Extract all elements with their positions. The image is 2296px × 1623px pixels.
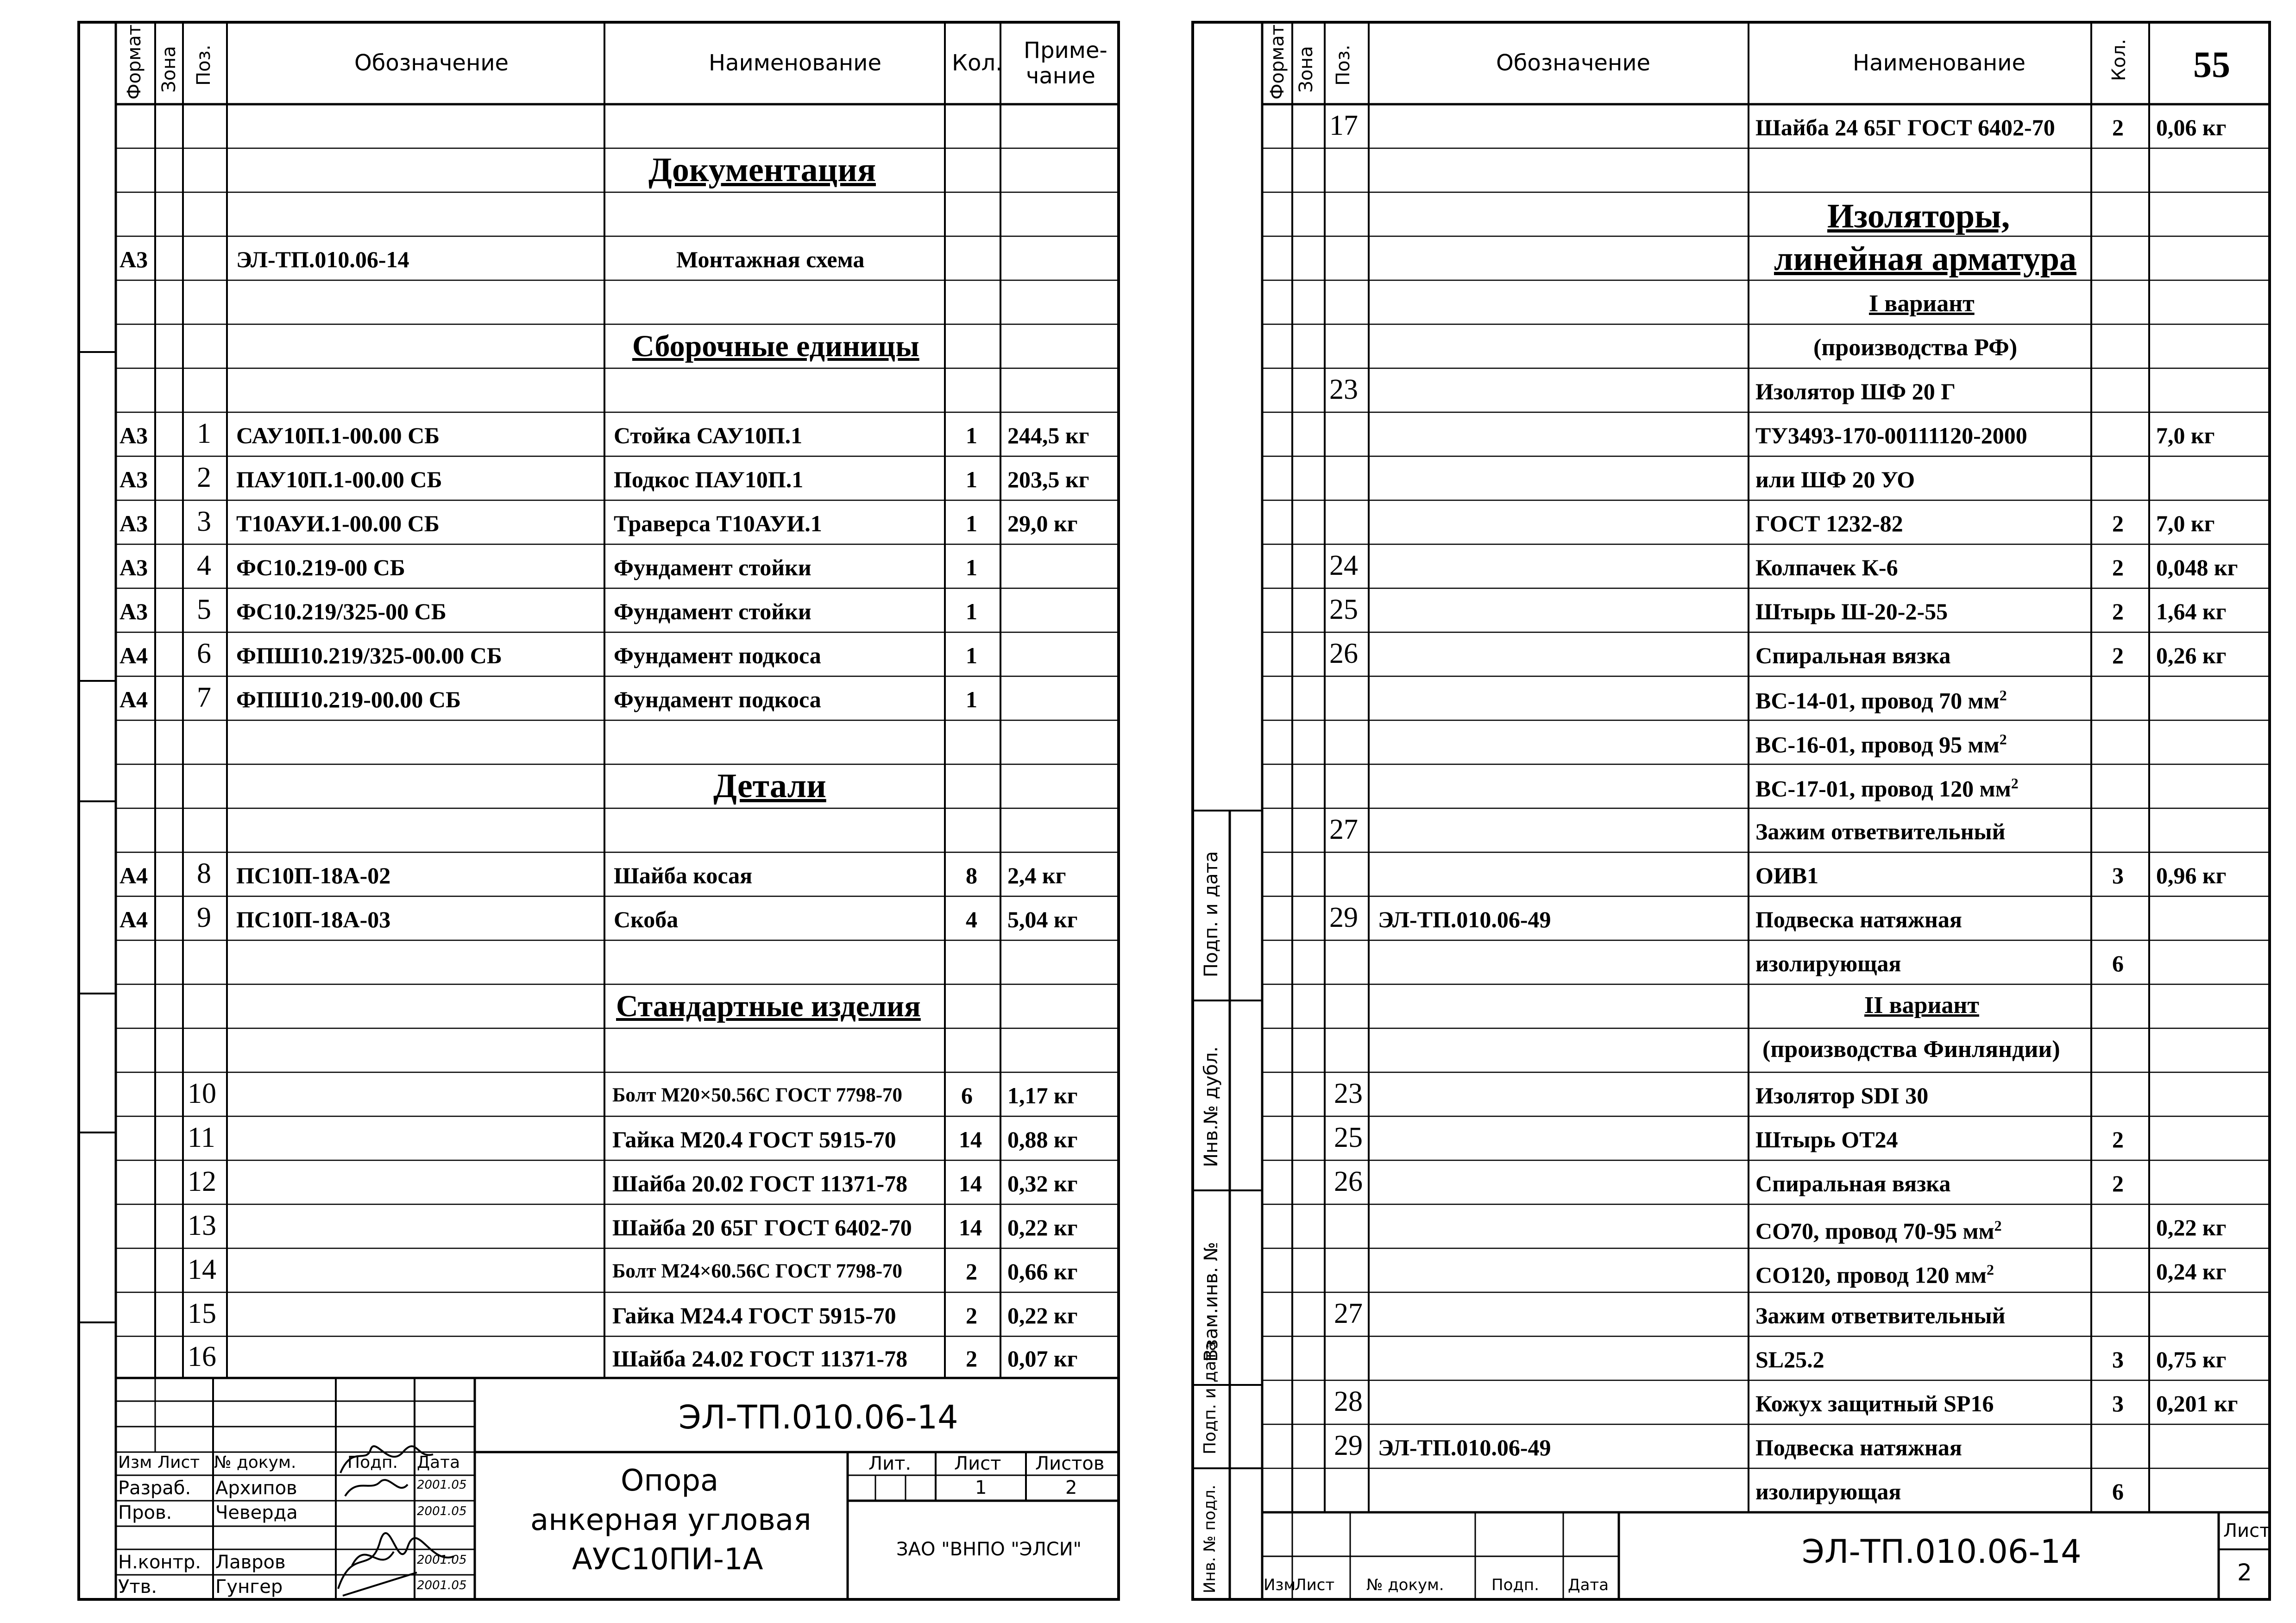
stamp-header-sheet: Лист (157, 1453, 200, 1472)
col-header-pos: Поз. (193, 44, 214, 86)
name-cell: Спиральная вязка (1755, 642, 1951, 668)
qty-cell: 1 (966, 510, 977, 536)
name-cell: Монтажная схема (676, 246, 865, 272)
name-cell: Фундамент подкоса (614, 686, 821, 712)
col-header-name: Наименование (1853, 50, 2026, 76)
section-insulators-line-2: линейная арматура (1774, 240, 2076, 278)
note-cell: 7,0 кг (2156, 422, 2215, 448)
qty-cell: 2 (2112, 114, 2124, 140)
section-details: Детали (713, 767, 826, 805)
side-label-signature-date: Подп. и дата (1201, 851, 1222, 977)
name-cell: SL25.2 (1755, 1346, 1824, 1372)
format-cell: А3 (120, 246, 148, 272)
name-cell: Подвеска натяжная (1755, 906, 1962, 932)
qty-cell: 4 (966, 906, 977, 932)
stamp-person: Гунгер (215, 1576, 283, 1598)
name-cell: Фундамент подкоса (614, 642, 821, 668)
format-cell: А4 (120, 906, 148, 932)
format-cell: А3 (120, 466, 148, 492)
position-cell: 6 (197, 638, 211, 669)
position-cell: 25 (1329, 594, 1358, 625)
position-cell: 27 (1334, 1298, 1363, 1329)
position-cell: 29 (1329, 902, 1358, 933)
qty-cell: 2 (2112, 1126, 2124, 1152)
note-cell: 0,07 кг (1007, 1346, 1078, 1371)
stamp-header-change: Изм (118, 1453, 152, 1472)
position-cell: 9 (197, 902, 211, 933)
position-cell: 2 (197, 462, 211, 493)
designation-cell: ФПШ10.219/325-00.00 СБ (236, 642, 502, 668)
qty-cell: 6 (2112, 1478, 2124, 1504)
stamp-header-date: Дата (1568, 1576, 1609, 1594)
note-cell: 2,4 кг (1007, 862, 1066, 888)
qty-cell: 1 (966, 422, 977, 448)
qty-cell: 1 (966, 686, 977, 712)
designation-cell: ПС10П-18А-03 (236, 906, 391, 932)
qty-cell: 2 (2112, 598, 2124, 624)
name-cell: Зажим ответвительный (1755, 818, 2006, 844)
note-cell: 0,22 кг (1007, 1214, 1078, 1240)
note-cell: 0,66 кг (1007, 1258, 1078, 1284)
stamp-date: 2001.05 (417, 1579, 467, 1592)
designation-cell: Т10АУИ.1-00.00 СБ (236, 510, 440, 536)
note-cell: 0,26 кг (2156, 642, 2227, 668)
name-cell: или ШФ 20 УО (1755, 466, 1915, 492)
stamp-header-sheet: Лист (2223, 1520, 2271, 1541)
designation-cell: ФС10.219-00 СБ (236, 554, 405, 580)
position-cell: 24 (1329, 550, 1358, 581)
name-cell: Изолятор ШФ 20 Г (1755, 378, 1956, 404)
qty-cell: 2 (2112, 510, 2124, 536)
name-cell: Колпачек К-6 (1755, 554, 1898, 580)
stamp-person: Лавров (215, 1552, 286, 1573)
sheet-page-number: 55 (2193, 44, 2230, 85)
organization-name: ЗАО "ВНПО "ЭЛСИ" (896, 1539, 1082, 1560)
col-header-format: Формат (124, 24, 145, 100)
name-cell: Фундамент стойки (614, 598, 811, 624)
note-cell: 244,5 кг (1007, 422, 1089, 448)
position-cell: 1 (197, 418, 211, 449)
position-cell: 16 (188, 1341, 216, 1372)
position-cell: 26 (1329, 638, 1358, 669)
name-cell: Гайка М24.4 ГОСТ 5915-70 (612, 1302, 896, 1328)
position-cell: 23 (1329, 374, 1358, 405)
name-cell: Подвеска натяжная (1755, 1434, 1962, 1460)
format-cell: А3 (120, 422, 148, 448)
stamp-header-sheets: Листов (1035, 1453, 1105, 1474)
stamp-header-date: Дата (417, 1453, 460, 1472)
col-header-zone: Зона (158, 46, 180, 93)
name-cell: СО120, провод 120 $мм^2$ (1755, 1261, 1994, 1288)
note-cell: 0,88 кг (1007, 1126, 1078, 1152)
note-cell: 0,24 кг (2156, 1258, 2227, 1284)
stamp-role: Утв. (118, 1576, 157, 1598)
designation-cell: ФС10.219/325-00 СБ (236, 598, 447, 624)
variant-2-title: II вариант (1864, 992, 1979, 1019)
name-cell: изолирующая (1755, 950, 1901, 976)
name-cell: Штырь ОТ24 (1755, 1126, 1898, 1152)
stamp-sheet-number: 2 (2237, 1559, 2252, 1586)
stamp-role: Н.контр. (118, 1552, 201, 1573)
name-cell: ВС-17-01, провод 120 $мм^2$ (1755, 775, 2019, 802)
stamp-date: 2001.05 (417, 1504, 467, 1518)
format-cell: А4 (120, 642, 148, 668)
variant-1-subtitle: (производства РФ) (1813, 334, 2018, 361)
name-cell: ОИВ1 (1755, 862, 1819, 888)
name-cell: Гайка М20.4 ГОСТ 5915-70 (612, 1126, 896, 1152)
format-cell: А3 (120, 598, 148, 624)
note-cell: 0,201 кг (2156, 1390, 2238, 1416)
format-cell: А3 (120, 554, 148, 580)
name-cell: Шайба косая (614, 862, 753, 888)
note-cell: 1,64 кг (2156, 598, 2227, 624)
col-header-zone: Зона (1296, 46, 1317, 93)
designation-cell: ПС10П-18А-02 (236, 862, 391, 888)
format-cell: А4 (120, 862, 148, 888)
qty-cell: 1 (966, 466, 977, 492)
qty-cell: 14 (959, 1214, 982, 1240)
stamp-role: Пров. (118, 1502, 172, 1523)
stamp-header-change: Изм (1264, 1576, 1296, 1594)
note-cell: 7,0 кг (2156, 510, 2215, 536)
note-cell: 5,04 кг (1007, 906, 1078, 932)
note-cell: 0,75 кг (2156, 1346, 2227, 1372)
qty-cell: 3 (2112, 862, 2124, 888)
side-label-replace-inventory: Взам.инв. № (1201, 1242, 1222, 1362)
name-cell: ГОСТ 1232-82 (1755, 510, 1903, 536)
qty-cell: 2 (966, 1302, 977, 1328)
note-cell: 0,22 кг (2156, 1214, 2227, 1240)
note-cell: 0,06 кг (2156, 114, 2227, 140)
position-cell: 5 (197, 594, 211, 625)
stamp-header-sheet-no: Лист (954, 1453, 1001, 1474)
designation-cell: ФПШ10.219-00.00 СБ (236, 686, 461, 712)
col-header-note-1: Приме- (1024, 38, 1107, 63)
name-cell: Штырь Ш-20-2-55 (1755, 598, 1948, 624)
stamp-date: 2001.05 (417, 1553, 467, 1567)
position-cell: 25 (1334, 1122, 1363, 1153)
stamp-sheets-total: 2 (1065, 1477, 1077, 1498)
stamp-header-signature: Подп. (347, 1453, 398, 1472)
qty-cell: 14 (959, 1126, 982, 1152)
format-cell: А3 (120, 510, 148, 536)
stamp-header-signature: Подп. (1491, 1576, 1539, 1594)
stamp-person: Чеверда (215, 1502, 298, 1523)
qty-cell: 3 (2112, 1390, 2124, 1416)
col-header-pos: Поз. (1333, 44, 1354, 86)
note-cell: 0,22 кг (1007, 1302, 1078, 1328)
name-cell: Стойка САУ10П.1 (614, 422, 803, 448)
stamp-header-letter: Лит. (868, 1453, 912, 1474)
stamp-header-docnum: № докум. (1366, 1576, 1444, 1594)
section-documentation: Документация (648, 151, 876, 189)
position-cell: 29 (1334, 1430, 1363, 1461)
col-header-qty: Кол. (2108, 38, 2130, 81)
qty-cell: 1 (966, 598, 977, 624)
format-cell: А4 (120, 686, 148, 712)
qty-cell: 8 (966, 862, 977, 888)
name-cell: ВС-14-01, провод 70 $мм^2$ (1755, 687, 2007, 714)
position-cell: 14 (188, 1254, 216, 1285)
stamp-role: Разраб. (118, 1478, 191, 1499)
note-cell: 0,048 кг (2156, 554, 2238, 580)
position-cell: 7 (197, 682, 211, 713)
note-cell: 1,17 кг (1007, 1082, 1078, 1108)
note-cell: 0,96 кг (2156, 862, 2227, 888)
qty-cell: 1 (966, 554, 977, 580)
position-cell: 3 (197, 506, 211, 537)
position-cell: 8 (197, 858, 211, 889)
name-cell: Спиральная вязка (1755, 1170, 1951, 1196)
qty-cell: 2 (966, 1258, 977, 1284)
position-cell: 26 (1334, 1166, 1363, 1197)
position-cell: 13 (188, 1210, 216, 1241)
qty-cell: 14 (959, 1170, 982, 1196)
variant-1-title: I вариант (1869, 290, 1975, 317)
designation-cell: ЭЛ-ТП.010.06-49 (1378, 906, 1551, 932)
qty-cell: 2 (2112, 1170, 2124, 1196)
col-header-name: Наименование (709, 50, 882, 76)
product-title-line-1: Опора (621, 1464, 719, 1498)
col-header-format: Формат (1267, 24, 1288, 100)
side-label-signature-date-2: Подп. и дата (1201, 1340, 1220, 1454)
stamp-header-sheet-col: Лист (1295, 1576, 1335, 1594)
note-cell: 203,5 кг (1007, 466, 1089, 492)
name-cell: СО70, провод 70-95 $мм^2$ (1755, 1217, 2002, 1244)
qty-cell: 2 (2112, 554, 2124, 580)
position-cell: 11 (188, 1122, 215, 1153)
section-standard-items: Стандартные изделия (616, 989, 921, 1023)
section-assembly-units: Сборочные единицы (632, 329, 919, 363)
qty-cell: 6 (961, 1082, 973, 1108)
name-cell: Шайба 24.02 ГОСТ 11371-78 (612, 1346, 908, 1371)
product-title-line-2: анкерная угловая (530, 1503, 811, 1537)
note-cell: 29,0 кг (1007, 510, 1078, 536)
name-cell: Зажим ответвительный (1755, 1302, 2006, 1328)
qty-cell: 3 (2112, 1346, 2124, 1372)
name-cell: Траверса Т10АУИ.1 (614, 510, 822, 536)
name-cell: Фундамент стойки (614, 554, 811, 580)
name-cell: Скоба (614, 906, 679, 932)
name-cell: Шайба 24 65Г ГОСТ 6402-70 (1755, 114, 2055, 140)
name-cell: Болт М24×60.56С ГОСТ 7798-70 (612, 1260, 903, 1282)
product-title-line-3: АУС10ПИ-1А (572, 1542, 763, 1577)
name-cell: Болт М20×50.56С ГОСТ 7798-70 (612, 1084, 903, 1106)
position-cell: 17 (1329, 110, 1358, 141)
position-cell: 23 (1334, 1078, 1363, 1109)
stamp-sheet-number: 1 (975, 1477, 987, 1498)
qty-cell: 6 (2112, 950, 2124, 976)
position-cell: 4 (197, 550, 211, 581)
variant-2-subtitle: (производства Финляндии) (1762, 1036, 2060, 1063)
document-code: ЭЛ-ТП.010.06-14 (1802, 1533, 2082, 1571)
section-insulators-line-1: Изоляторы, (1827, 197, 2010, 235)
col-header-qty: Кол. (952, 50, 1003, 76)
name-cell: Шайба 20 65Г ГОСТ 6402-70 (612, 1214, 912, 1240)
name-cell: Изолятор SDI 30 (1755, 1082, 1929, 1108)
position-cell: 12 (188, 1166, 216, 1197)
col-header-designation: Обозначение (1496, 50, 1651, 76)
side-label-original-inventory: Инв. № подл. (1201, 1485, 1219, 1593)
stamp-date: 2001.05 (417, 1478, 467, 1492)
qty-cell: 1 (966, 642, 977, 668)
position-cell: 27 (1329, 814, 1358, 845)
stamp-person: Архипов (215, 1478, 297, 1499)
name-cell: Кожух защитный SP16 (1755, 1390, 1994, 1416)
name-cell: изолирующая (1755, 1478, 1901, 1504)
qty-cell: 2 (966, 1346, 977, 1371)
name-cell: ТУ3493-170-00111120-2000 (1755, 422, 2027, 448)
stamp-header-docnum: № докум. (214, 1453, 296, 1472)
designation-cell: ЭЛ-ТП.010.06-14 (236, 246, 409, 272)
note-cell: 0,32 кг (1007, 1170, 1078, 1196)
name-cell: Шайба 20.02 ГОСТ 11371-78 (612, 1170, 908, 1196)
col-header-designation: Обозначение (354, 50, 509, 76)
qty-cell: 2 (2112, 642, 2124, 668)
name-cell: Подкос ПАУ10П.1 (614, 466, 804, 492)
side-label-dup-inventory: Инв.№ дубл. (1201, 1046, 1222, 1167)
col-header-note-2: чание (1026, 63, 1095, 89)
name-cell: ВС-16-01, провод 95 $мм^2$ (1755, 731, 2007, 758)
position-cell: 28 (1334, 1386, 1363, 1417)
document-code: ЭЛ-ТП.010.06-14 (679, 1398, 958, 1436)
designation-cell: ПАУ10П.1-00.00 СБ (236, 466, 442, 492)
designation-cell: ЭЛ-ТП.010.06-49 (1378, 1434, 1551, 1460)
position-cell: 10 (188, 1078, 216, 1109)
designation-cell: САУ10П.1-00.00 СБ (236, 422, 440, 448)
position-cell: 15 (188, 1298, 216, 1329)
